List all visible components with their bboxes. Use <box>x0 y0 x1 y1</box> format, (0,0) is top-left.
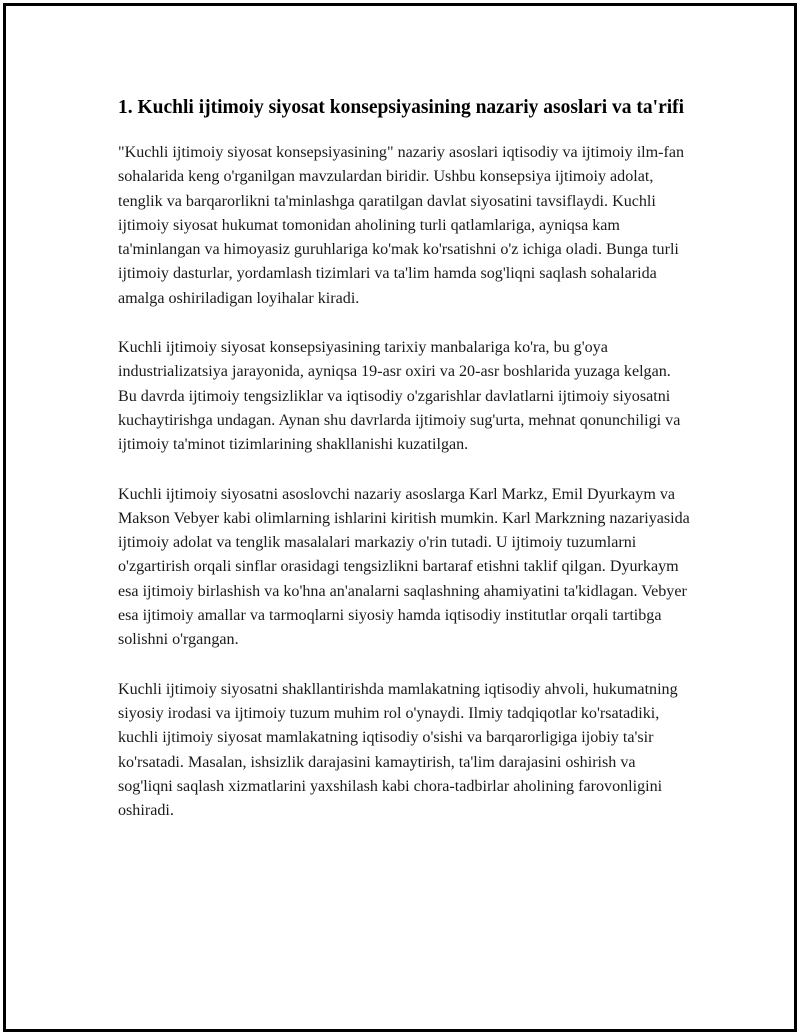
paragraph-2: Kuchli ijtimoiy siyosat konsepsiyasining tarixiy manbalariga ko'ra, bu g'oya industrializatsiya jarayonida, ayniqsa 19-asr oxiri va 20-asr boshlarida yuzaga kelgan. Bu davrda ijtimoiy tengsizliklar va iqtisodiy o'zgarishlar davlatlarni ijtimoiy siyosatni kuchaytirishga undagan. Aynan shu davrlarda ijtimoiy sug'urta, mehnat qonunchiligi va ijtimoiy ta'minot tizimlarining shakllanishi kuzatilgan. <box>118 339 681 454</box>
paragraph-4: Kuchli ijtimoiy siyosatni shakllantirishda mamlakatning iqtisodiy ahvoli, hukumatning siyosiy irodasi va ijtimoiy tuzum muhim rol o'ynaydi. Ilmiy tadqiqotlar ko'rsatadiki, kuchli ijtimoiy siyosat mamlakatning iqtisodiy o'sishi va barqarorligiga ijobiy ta'sir ko'rsatadi. Masalan, ishsizlik darajasini kamaytirish, ta'lim darajasini oshirish va sog'liqni saqlash xizmatlarini yaxshilash kabi chora-tadbirlar aholining farovonligini oshiradi. <box>118 680 678 820</box>
paragraph-3: Kuchli ijtimoiy siyosatni asoslovchi nazariy asoslarga Karl Markz, Emil Dyurkaym va Makson Vebyer kabi olimlarning ishlarini kiritish mumkin. Karl Markzning nazariyasida ijtimoiy adolat va tenglik masalalari markaziy o'rin tutadi. U ijtimoiy tuzumlarni o'zgartirish orqali sinflar orasidagi tengsizlikni bartaraf etishni taklif qilgan. Dyurkaym esa ijtimoiy birlashish va ko'hna an'analarni saqlashning ahamiyatini ta'kidlagan. Vebyer esa ijtimoiy amallar va tarmoqlarni siyosiy hamda iqtisodiy institutlar orqali tartibga solishni o'rgangan. <box>118 485 690 649</box>
section-heading: 1. Kuchli ijtimoiy siyosat konsepsiyasining nazariy asoslari va ta'rifi <box>118 97 685 118</box>
document-body <box>118 93 690 848</box>
paragraph-1: "Kuchli ijtimoiy siyosat konsepsiyasining" nazariy asoslari iqtisodiy va ijtimoiy ilm-fan sohalarida keng o'rganilgan mavzulardan biridir. Ushbu konsepsiya ijtimoiy adolat, tenglik va barqarorlikni ta'minlashga qaratilgan davlat siyosatini tavsiflaydi. Kuchli ijtimoiy siyosat hukumat tomonidan aholining turli qatlamlariga, ayniqsa kam ta'minlangan va himoyasiz guruhlariga ko'mak ko'rsatishni o'z ichiga oladi. Bunga turli ijtimoiy dasturlar, yordamlash tizimlari va ta'lim hamda sog'liqni saqlash sohalarida amalga oshiriladigan loyihalar kiradi. <box>118 144 685 307</box>
